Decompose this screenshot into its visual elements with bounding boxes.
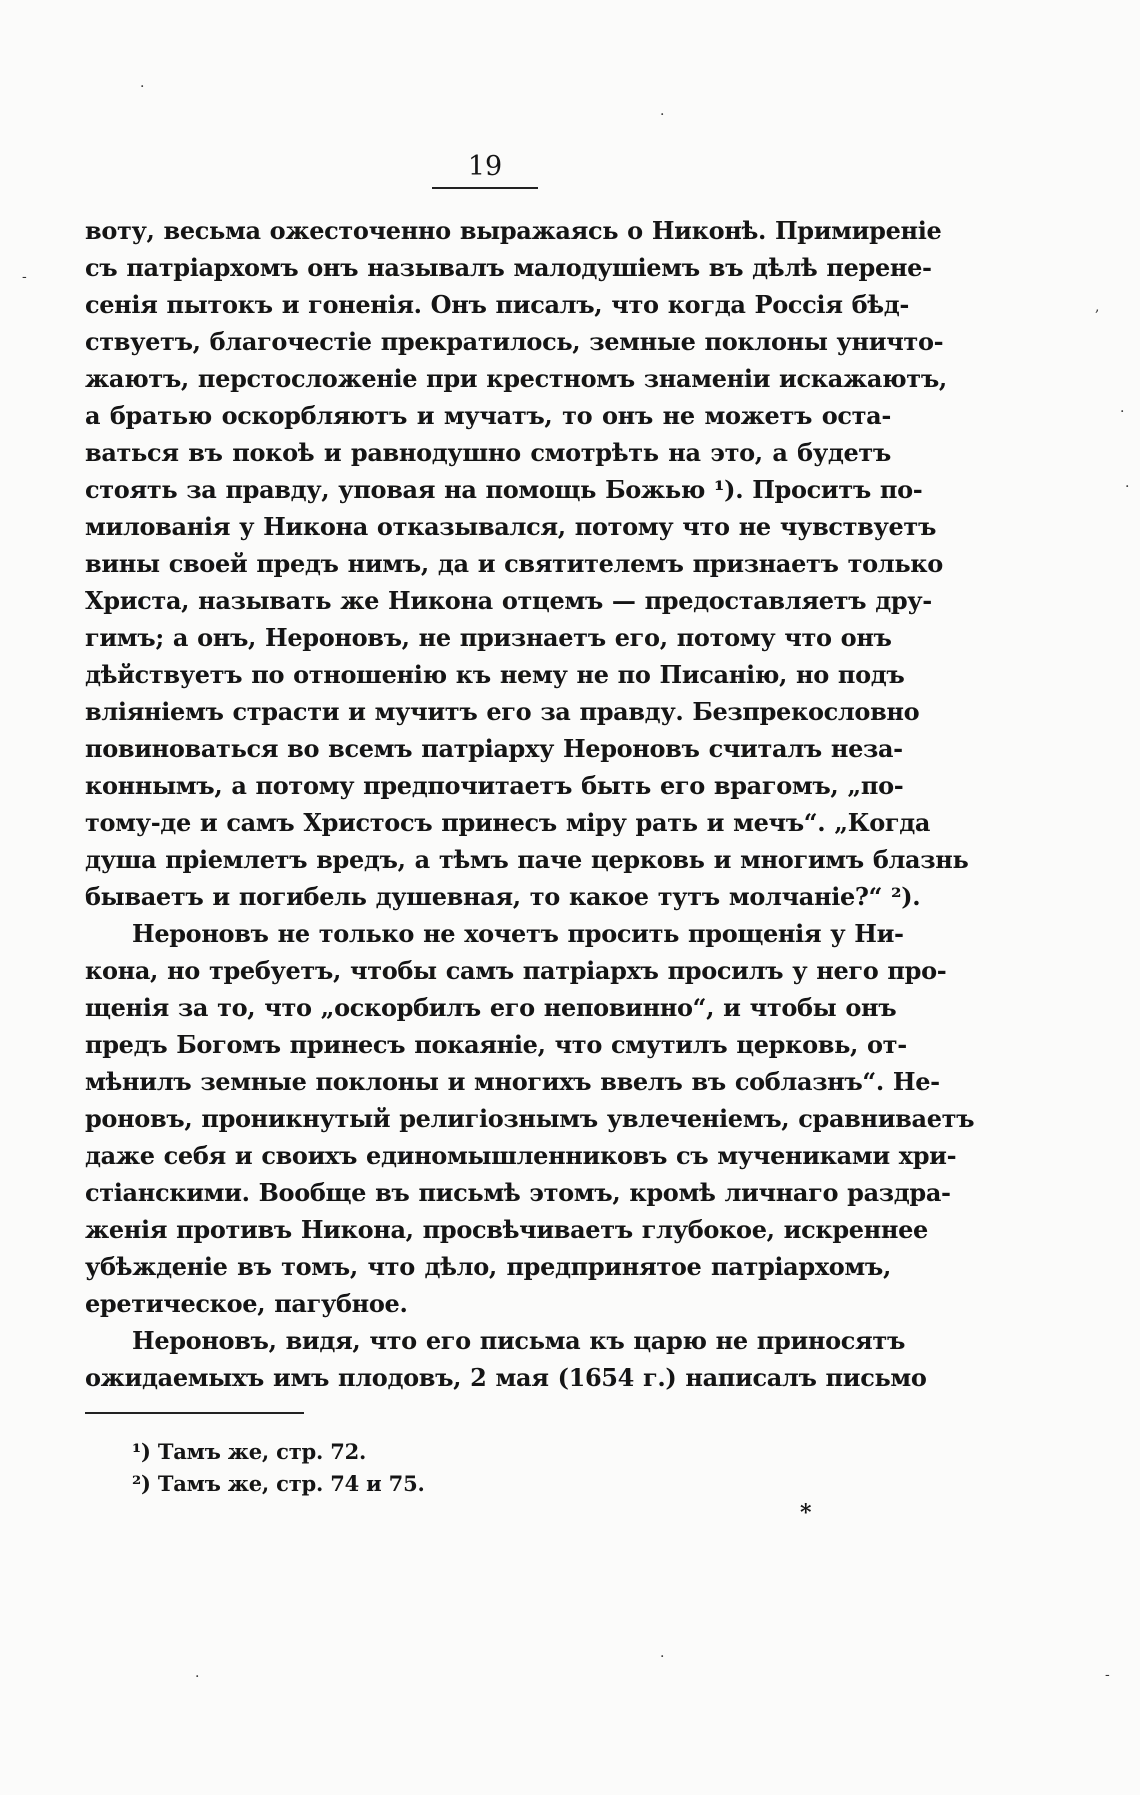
text-line: тому-де и самъ Христосъ принесъ міру рать и мечъ“. „Когда xyxy=(85,808,931,837)
page-number: 19 xyxy=(467,151,503,182)
text-line: стоять за правду, уповая на помощь Божью ¹). Проситъ по- xyxy=(85,475,923,504)
footnote-2: ²) Тамъ же, стр. 74 и 75. xyxy=(132,1471,425,1496)
text-line: вины своей предъ нимъ, да и святителемъ признаетъ только xyxy=(85,549,943,578)
scan-speck: · xyxy=(1125,479,1130,495)
text-line: дѣйствуетъ по отношенію къ нему не по Писанію, но подъ xyxy=(85,660,905,689)
text-line: Христа, называть же Никона отцемъ — предоставляетъ дру- xyxy=(85,586,932,615)
footnotes xyxy=(132,1436,425,1500)
text-line: гимъ; а онъ, Нероновъ, не признаетъ его, потому что онъ xyxy=(85,623,892,652)
scan-speck: · xyxy=(660,1649,665,1665)
text-line: съ патріархомъ онъ называлъ малодушіемъ въ дѣлѣ перене- xyxy=(85,253,932,282)
text-line: повиноваться во всемъ патріарху Нероновъ считалъ неза- xyxy=(85,734,903,763)
text-line: роновъ, проникнутый религіознымъ увлеченіемъ, сравниваетъ xyxy=(85,1104,975,1133)
text-line: душа пріемлетъ вредъ, а тѣмъ паче церковь и многимъ блазнь xyxy=(85,845,969,874)
text-line: ожидаемыхъ имъ плодовъ, 2 мая (1654 г.) написалъ письмо xyxy=(85,1363,927,1392)
footnote-1: ¹) Тамъ же, стр. 72. xyxy=(132,1439,367,1464)
text-line: ваться въ покоѣ и равнодушно смотрѣть на это, а будетъ xyxy=(85,438,891,467)
text-line: вліяніемъ страсти и мучитъ его за правду. Безпрекословно xyxy=(85,697,920,726)
text-line: Нероновъ, видя, что его письма къ царю не приносятъ xyxy=(132,1326,905,1355)
text-line: еретическое, пагубное. xyxy=(85,1289,408,1318)
text-line: а братью оскорбляютъ и мучатъ, то онъ не можетъ оста- xyxy=(85,401,891,430)
text-line: ствуетъ, благочестіе прекратилось, земные поклоны уничто- xyxy=(85,327,944,356)
scan-speck: · xyxy=(660,107,665,123)
scan-speck: · xyxy=(140,79,145,95)
scan-speck: · xyxy=(195,1669,200,1685)
text-line: сенія пытокъ и гоненія. Онъ писалъ, что когда Россія бѣд- xyxy=(85,290,910,319)
scan-speck: · xyxy=(1120,404,1125,420)
text-line: предъ Богомъ принесъ покаяніе, что смутилъ церковь, от- xyxy=(85,1030,907,1059)
text-line: женія противъ Никона, просвѣчиваетъ глубокое, искреннее xyxy=(85,1215,928,1244)
scan-speck: , xyxy=(1095,299,1100,315)
asterisk-mark: * xyxy=(800,1500,812,1526)
text-line: кона, но требуетъ, чтобы самъ патріархъ просилъ у него про- xyxy=(85,956,947,985)
text-line: стіанскими. Вообще въ письмѣ этомъ, кромѣ личнаго раздра- xyxy=(85,1178,951,1207)
page-number-rule xyxy=(432,187,538,189)
text-line: щенія за то, что „оскорбилъ его неповинно“, и чтобы онъ xyxy=(85,993,897,1022)
scan-speck: - xyxy=(1105,1667,1110,1683)
text-line: бываетъ и погибель душевная, то какое тутъ молчаніе?“ ²). xyxy=(85,882,921,911)
text-line: милованія у Никона отказывался, потому что не чувствуетъ xyxy=(85,512,937,541)
scan-speck: - xyxy=(22,269,27,285)
body-text xyxy=(85,212,975,1396)
text-line: мѣнилъ земные поклоны и многихъ ввелъ въ соблазнъ“. Не- xyxy=(85,1067,940,1096)
text-line: коннымъ, а потому предпочитаетъ быть его врагомъ, „по- xyxy=(85,771,904,800)
text-line: жаютъ, перстосложеніе при крестномъ знаменіи искажаютъ, xyxy=(85,364,947,393)
text-line: воту, весьма ожесточенно выражаясь о Никонѣ. Примиреніе xyxy=(85,216,942,245)
footnote-rule xyxy=(85,1412,304,1414)
text-line: Нероновъ не только не хочетъ просить прощенія у Ни- xyxy=(132,919,904,948)
text-line: даже себя и своихъ единомышленниковъ съ мучениками хри- xyxy=(85,1141,957,1170)
text-line: убѣжденіе въ томъ, что дѣло, предпринятое патріархомъ, xyxy=(85,1252,891,1281)
